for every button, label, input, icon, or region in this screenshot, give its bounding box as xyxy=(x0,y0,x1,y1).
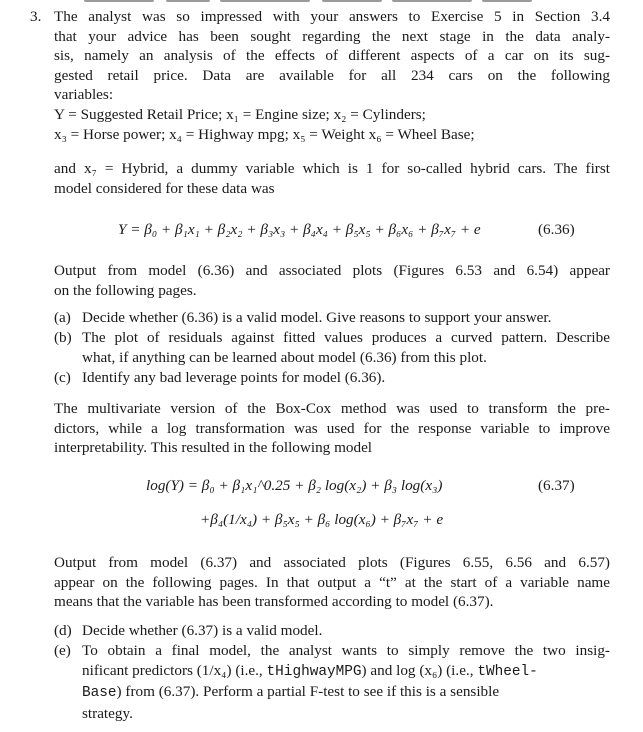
question-text xyxy=(82,368,610,388)
variables-definition xyxy=(54,105,610,144)
hybrid-line: and x₇ = Hybrid, a dummy variable which is 1 for so-called hybrid cars. The first xyxy=(54,160,610,177)
question-text xyxy=(82,641,610,723)
question-text-fragment: nificant predictors (1/x₄) (i.e., xyxy=(82,661,267,679)
output-paragraph-1 xyxy=(54,261,610,300)
output2-line: appear on the following pages. In that output a “t” at the start of a variable name xyxy=(54,573,610,591)
question-line xyxy=(82,661,610,683)
equation-6-37-line-2: +β₄(1/x₄) + β₅x₅ + β₆ log(x₆) + β₇x₇ + e xyxy=(200,511,444,528)
equation-6-37-line-1: log(Y) = β₀ + β₁x₁^0.25 + β₂ log(x₂) + β₃ log(x₃) xyxy=(146,477,443,494)
code-thighwaympg: tHighwayMPG xyxy=(266,663,362,680)
hybrid-paragraph xyxy=(54,159,610,198)
output-paragraph-2 xyxy=(54,553,610,612)
code-twheelbase-part-2: Base xyxy=(82,685,117,701)
question-line: The plot of residuals against fitted values produces a curved pattern. Describe xyxy=(82,329,610,346)
intro-line: The analyst was so impressed with your answers to Exercise 5 in Section 3.4 xyxy=(54,8,610,25)
code-twheelbase-part-1: tWheel- xyxy=(477,663,538,680)
question-line: Decide whether (6.37) is a valid model. xyxy=(82,622,323,639)
equation-number-6-36: (6.36) xyxy=(538,221,575,238)
question-text-fragment: ) and log (x₆) (i.e., xyxy=(361,661,478,679)
intro-line: variables: xyxy=(54,86,114,103)
intro-line: gested retail price. Data are available for all 234 cars on the following xyxy=(54,66,610,84)
question-label: (e) xyxy=(54,642,71,659)
boxcox-line: The multivariate version of the Box-Cox method was used to transform the pre- xyxy=(54,400,610,417)
equation-6-36: Y = β₀ + β₁x₁ + β₂x₂ + β₃x₃ + β₄x₄ + β₅x₅ + β₆x₆ + β₇x₇ + e xyxy=(118,221,481,238)
question-line: what, if anything can be learned about model (6.36) from this plot. xyxy=(82,348,487,366)
question-label: (c) xyxy=(54,369,71,386)
question-line: To obtain a final model, the analyst wants to simply remove the two insig- xyxy=(82,642,610,659)
question-line xyxy=(82,682,610,704)
question-text xyxy=(82,621,610,641)
output1-line: Output from model (6.36) and associated plots (Figures 6.53 and 6.54) appear xyxy=(54,262,610,279)
intro-paragraph xyxy=(54,7,610,105)
variables-line-2: x₃ = Horse power; x₄ = Highway mpg; x₅ = Weight x₆ = Wheel Base; xyxy=(54,125,475,143)
hybrid-line: model considered for these data was xyxy=(54,179,275,197)
equation-number-6-37: (6.37) xyxy=(538,477,575,494)
question-label: (b) xyxy=(54,329,72,346)
question-text-fragment: ) from (6.37). Perform a partial F-test to see if this is a sensible xyxy=(116,683,500,700)
output2-line: means that the variable has been transformed according to model (6.37). xyxy=(54,593,494,610)
question-line: Identify any bad leverage points for model (6.36). xyxy=(82,369,386,386)
output1-line: on the following pages. xyxy=(54,281,197,299)
variables-line-1: Y = Suggested Retail Price; x₁ = Engine size; x₂ = Cylinders; xyxy=(54,106,426,123)
question-text xyxy=(82,308,610,328)
intro-line: sis, namely an analysis of the effects of different aspects of a car on its sug- xyxy=(54,47,610,64)
boxcox-line: dictors, while a log transformation was used for the response variable to improve xyxy=(54,419,610,437)
question-text xyxy=(82,328,610,367)
question-line: strategy. xyxy=(82,704,133,722)
cropped-previous-line xyxy=(80,0,540,6)
intro-line: that your advice has been sought regarding the next stage in the data analy- xyxy=(54,27,610,45)
question-line: Decide whether (6.36) is a valid model. Give reasons to support your answer. xyxy=(82,309,552,326)
question-label: (d) xyxy=(54,622,72,639)
boxcox-line: interpretability. This resulted in the following model xyxy=(54,439,373,456)
output2-line: Output from model (6.37) and associated plots (Figures 6.55, 6.56 and 6.57) xyxy=(54,554,610,571)
boxcox-paragraph xyxy=(54,399,610,458)
exercise-number: 3. xyxy=(30,8,42,25)
question-label: (a) xyxy=(54,309,71,326)
